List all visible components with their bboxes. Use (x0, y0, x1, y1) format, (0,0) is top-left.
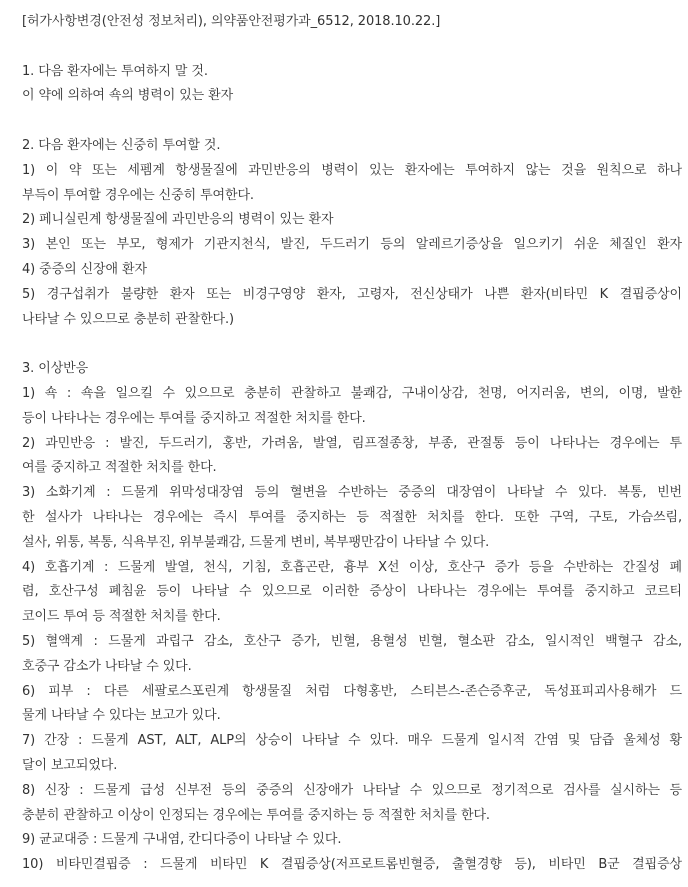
section-line: 2) 과민반응 : 발진, 두드러기, 홍반, 가려움, 발열, 림프절종창, 부종, 관절통 등이 나타나는 경우에는 투 (22, 435, 682, 451)
section-line: 한 설사가 나타나는 경우에는 즉시 투여를 중지하는 등 적절한 처치를 한다. 또한 구역, 구토, 가슴쓰림, (22, 509, 682, 525)
section-line: 3) 본인 또는 부모, 형제가 기관지천식, 발진, 두드러기 등의 알레르기증상을 일으키기 쉬운 체질인 환자 (22, 237, 682, 253)
document-body (22, 10, 682, 878)
section-title: 1. 다음 환자에는 투여하지 말 것. (22, 63, 208, 79)
blank-line (22, 109, 682, 134)
section-line: 1) 이 약 또는 세펨계 항생물질에 과민반응의 병력이 있는 환자에는 투여하지 않는 것을 원칙으로 하나 (22, 162, 682, 178)
section-line: 코이드 투여 등 적절한 처치를 한다. (22, 609, 221, 625)
section-line: 달이 보고되었다. (22, 757, 118, 773)
section-title: 2. 다음 환자에는 신중히 투여할 것. (22, 137, 221, 153)
section-line: 여를 중지하고 적절한 처치를 한다. (22, 460, 217, 476)
section-line: 호중구 감소가 나타날 수 있다. (22, 658, 192, 674)
sections-container (22, 60, 682, 878)
document-header: [허가사항변경(안전성 정보처리), 의약품안전평가과_6512, 2018.10.22.] (22, 14, 441, 29)
section-line: 5) 혈액계 : 드물게 과립구 감소, 호산구 증가, 빈혈, 용혈성 빈혈, 혈소판 감소, 일시적인 백혈구 감소, (22, 633, 682, 649)
section-line: 나타날 수 있으므로 충분히 관찰한다.) (22, 311, 235, 327)
section-line: 이 약에 의하여 쇽의 병력이 있는 환자 (22, 88, 234, 104)
section-line: 렴, 호산구성 폐침윤 등이 나타날 수 있으므로 이러한 증상이 나타나는 경우에는 투여를 중지하고 코르티 (22, 584, 682, 600)
section-line: 6) 피부 : 다른 세팔로스포린계 항생물질 처럼 다형홍반, 스티븐스-존슨증후군, 독성표피괴사용해가 드 (22, 683, 682, 699)
section-line: 7) 간장 : 드물게 AST, ALT, ALP의 상승이 나타날 수 있다. 매우 드물게 일시적 간염 및 담즙 울체성 황 (22, 733, 682, 749)
blank-line (22, 332, 682, 357)
section-line: 충분히 관찰하고 이상이 인정되는 경우에는 투여를 중지하는 등 적절한 처치를 한다. (22, 807, 490, 823)
section-line: 5) 경구섭취가 불량한 환자 또는 비경구영양 환자, 고령자, 전신상태가 나쁜 환자(비타민 K 결핍증상이 (22, 286, 682, 302)
section-line: 2) 페니실린계 항생물질에 과민반응의 병력이 있는 환자 (22, 212, 334, 228)
section-line: 4) 중증의 신장애 환자 (22, 261, 147, 277)
section-line: 1) 쇽 : 쇽을 일으킬 수 있으므로 충분히 관찰하고 불쾌감, 구내이상감, 천명, 어지러움, 변의, 이명, 발한 (22, 385, 682, 401)
section-line: 9) 균교대증 : 드물게 구내염, 칸디다증이 나타날 수 있다. (22, 832, 342, 848)
section-line: 3) 소화기계 : 드물게 위막성대장염 등의 혈변을 수반하는 중증의 대장염이 나타날 수 있다. 복통, 빈번 (22, 485, 682, 501)
section-line: 8) 신장 : 드물게 급성 신부전 등의 중증의 신장애가 나타날 수 있으므로 정기적으로 검사를 실시하는 등 (22, 782, 682, 798)
blank-line (22, 35, 682, 60)
section-line: 설사, 위통, 복통, 식욕부진, 위부불쾌감, 드물게 변비, 복부팽만감이 나타날 수 있다. (22, 534, 490, 550)
section-line: 부득이 투여할 경우에는 신중히 투여한다. (22, 187, 254, 203)
section-line: 10) 비타민결핍증 : 드물게 비타민 K 결핍증상(저프로트롬빈혈증, 출혈경향 등), 비타민 B군 결핍증상 (22, 857, 682, 873)
section-title: 3. 이상반응 (22, 361, 89, 377)
section-line: 물게 나타날 수 있다는 보고가 있다. (22, 708, 221, 724)
section-line: 등이 나타나는 경우에는 투여를 중지하고 적절한 처치를 한다. (22, 410, 366, 426)
section-line: 4) 호흡기계 : 드물게 발열, 천식, 기침, 호흡곤란, 흉부 X선 이상, 호산구 증가 등을 수반하는 간질성 폐 (22, 559, 682, 575)
